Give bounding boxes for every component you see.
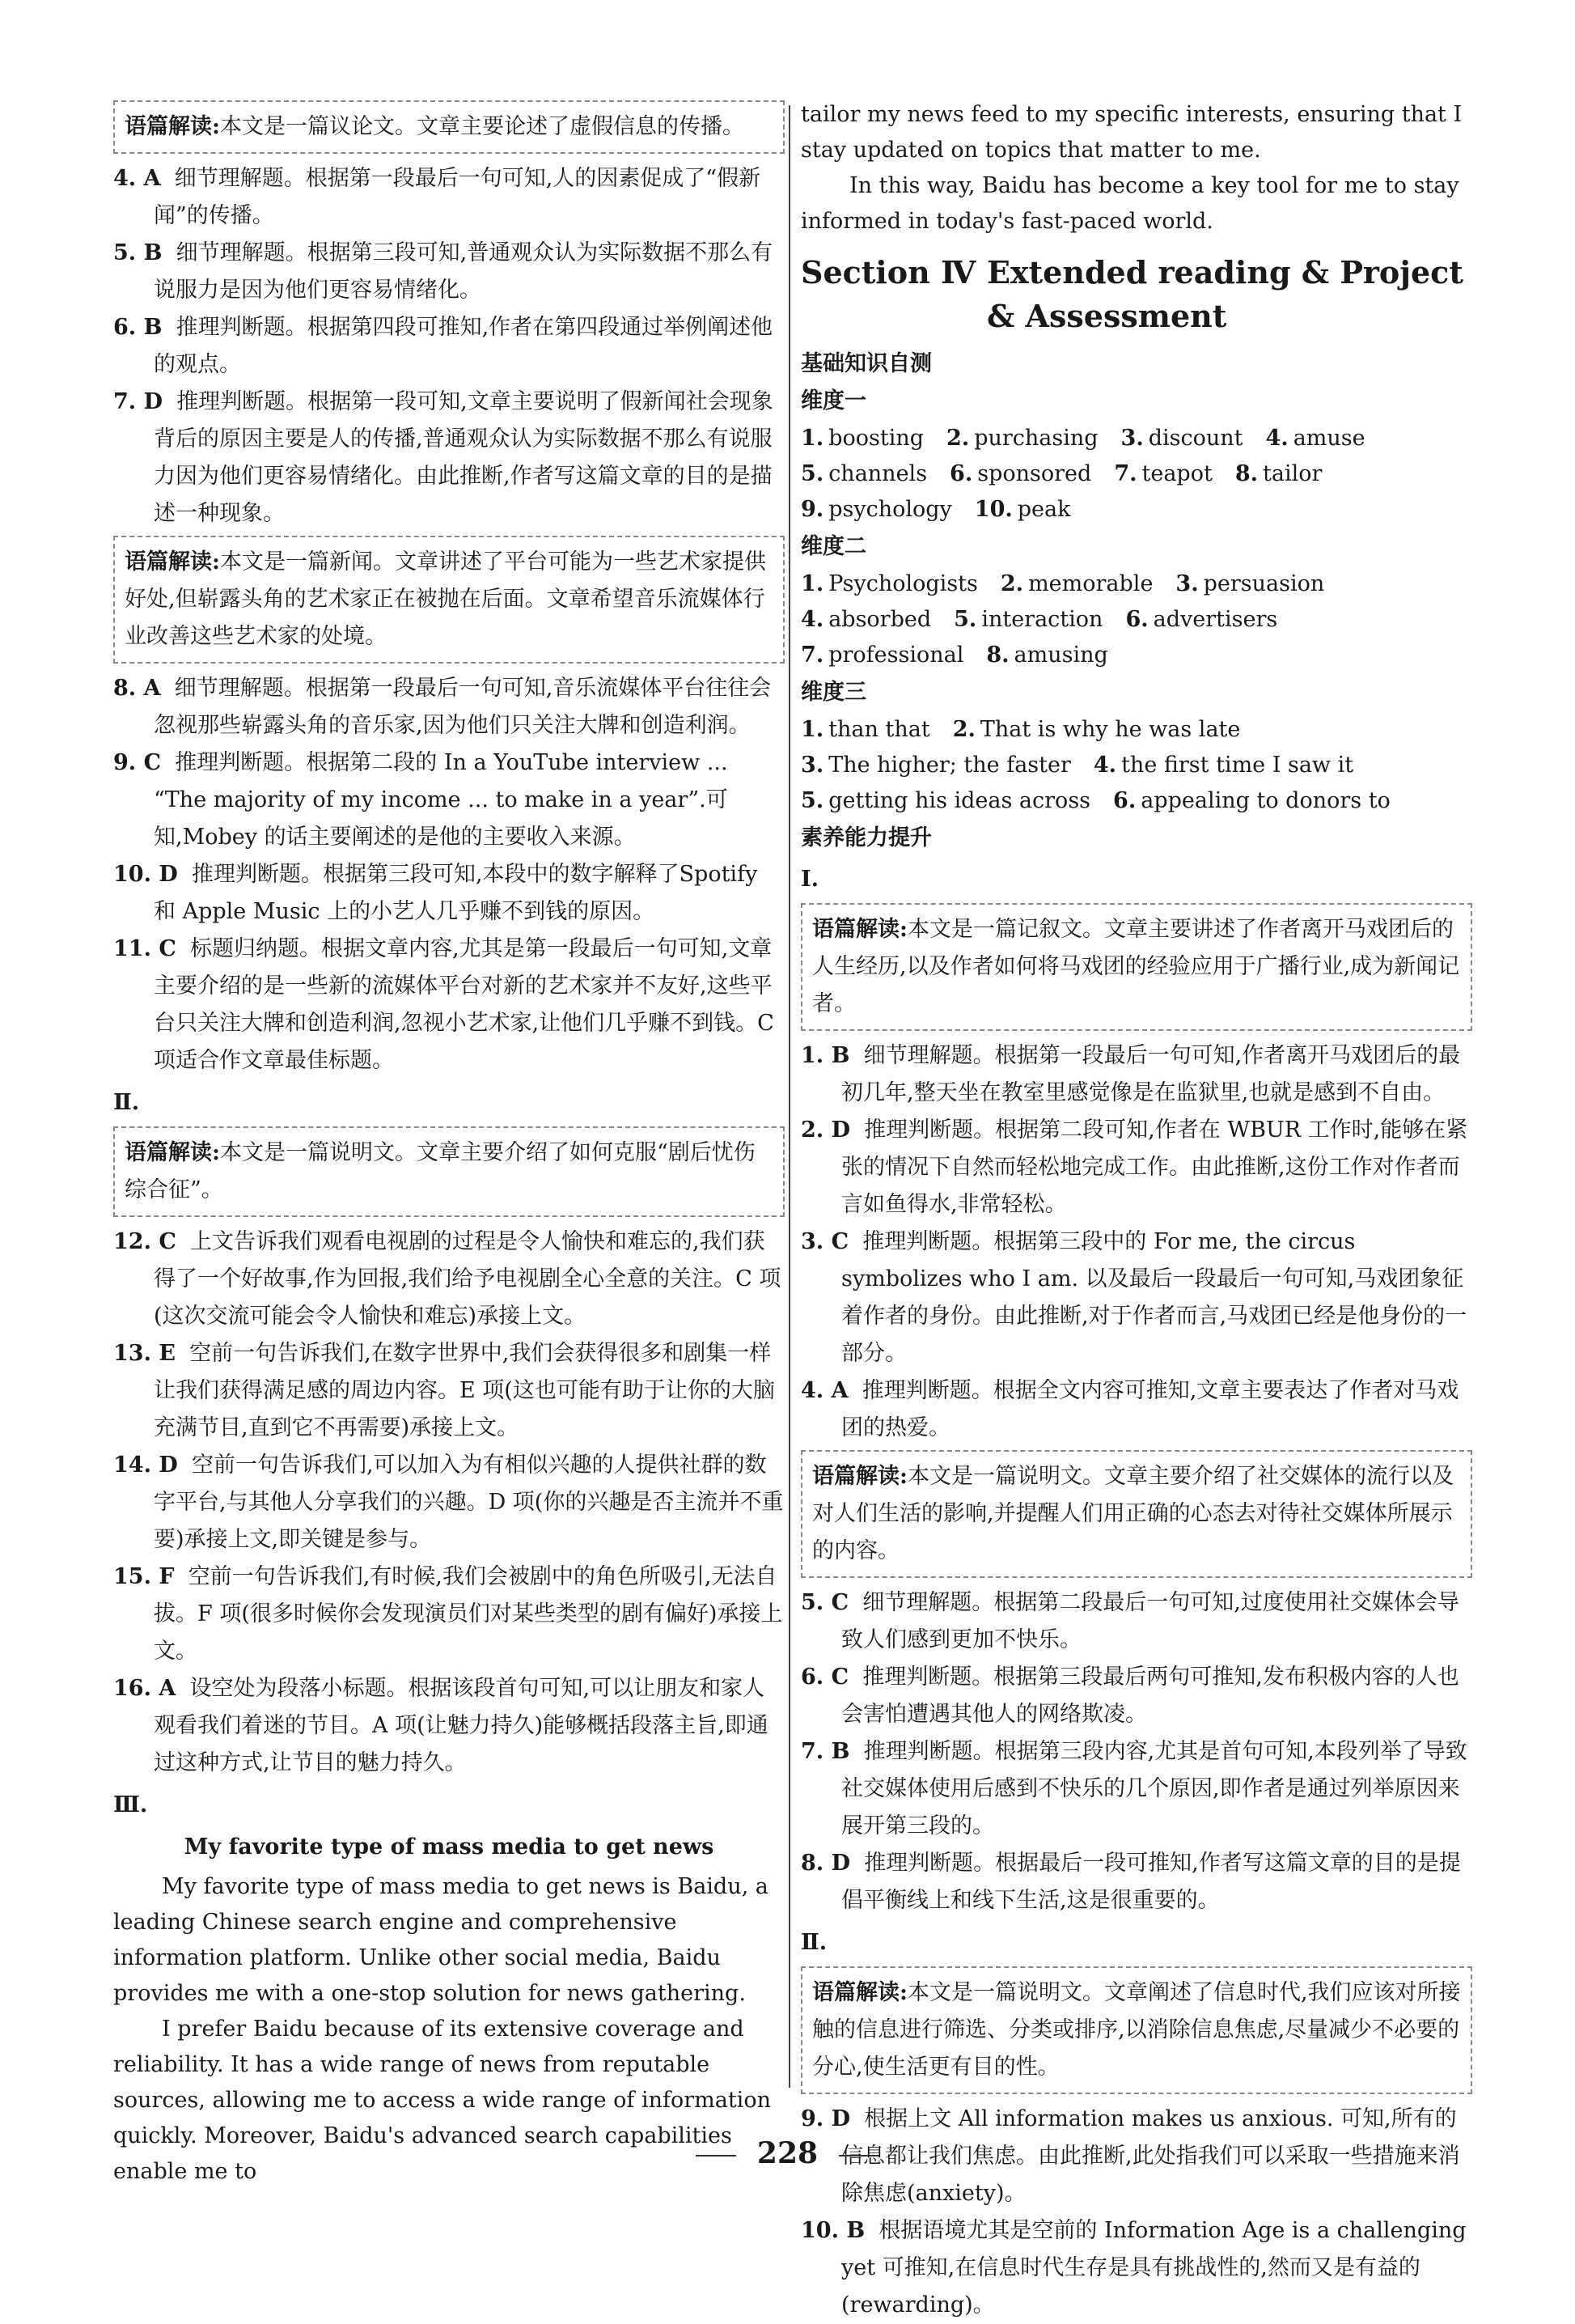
essay-paragraph: tailor my news feed to my specific interests, ensuring that I stay updated on topics that matter to me. [801,102,1463,163]
answer-item: 2. D 推理判断题。根据第二段可知,作者在 WBUR 工作时,能够在紧张的情况下自然而轻松地完成工作。由此推断,这份工作对作者而言如鱼得水,非常轻松。 [801,1117,1468,1217]
answer-item: 5. B 细节理解题。根据第三段可知,普通观众认为实际数据不那么有说服力是因为他们更容易情绪化。 [113,240,773,303]
answer-list-1 [113,160,785,532]
essay-paragraph: I prefer Baidu because of its extensive coverage and reliability. It has a wide range of news from reputable sources, allowing me to access a wide range of information quickly. Moreover, Baidu's advanced search capabilities enable me to [113,2017,771,2184]
footer-dash [839,2155,879,2156]
part-heading: Ⅱ. [801,1930,828,1955]
answer-item: 16. A 设空处为段落小标题。根据该段首句可知,可以让朋友和家人观看我们着迷的节目。A 项(让魅力持久)能够概括段落主旨,即通过这种方式,让节目的魅力持久。 [113,1676,768,1775]
passage-analysis-box: 语篇解读:本文是一篇新闻。文章讲述了平台可能为一些艺术家提供好处,但崭露头角的艺术家正在被抛在后面。文章希望音乐流媒体行业改善这些艺术家的处境。 [113,536,785,664]
passage-analysis-box: 语篇解读:本文是一篇说明文。文章阐述了信息时代,我们应该对所接触的信息进行筛选、分类或排序,以消除信息焦虑,尽量减少不必要的分心,使生活更有目的性。 [801,1966,1472,2094]
part-heading: Ⅲ. [113,1792,148,1817]
left-column [113,97,785,2190]
subsection-heading: 基础知识自测 [801,351,932,376]
essay-paragraph: My favorite type of mass media to get news is Baidu, a leading Chinese search engine and comprehensive information platform. Unlike other social media, Baidu provides me with a one-stop solution for news gathering. [113,1874,768,2006]
passage-analysis-box: 语篇解读:本文是一篇说明文。文章主要介绍了社交媒体的流行以及对人们生活的影响,并提醒人们用正确的心态去对待社交媒体所展示的内容。 [801,1450,1472,1578]
answer-item: 3. C 推理判断题。根据第三段中的 For me, the circus symbolizes who I am. 以及最后一段最后一句可知,马戏团象征着作者的身份。由此推断,对于作者而言,马戏团已经是他身份的一部分。 [801,1229,1467,1366]
box-label: 语篇解读: [125,114,220,139]
answer-item: 4. A 细节理解题。根据第一段最后一句可知,人的因素促成了“假新闻”的传播。 [113,166,761,228]
answer-row: 1. than that 2. That is why he was late 3. The higher; the faster 4. the first time I saw it 5. getting his ideas across 6. appealing to donors to [801,717,1391,813]
page-number: 228 [756,2136,819,2170]
page-footer [0,2136,1575,2170]
box-text: 本文是一篇议论文。文章主要论述了虚假信息的传播。 [219,114,744,139]
answer-item: 15. F 空前一句告诉我们,有时候,我们会被剧中的角色所吸引,无法自拔。F 项(很多时候你会发现演员们对某些类型的剧有偏好)承接上文。 [113,1564,783,1664]
part-heading: Ⅱ. [113,1090,140,1115]
answer-item: 9. C 推理判断题。根据第二段的 In a YouTube interview ... “The majority of my income ... to make in a year”.可知,Mobey 的话主要阐述的是他的主要收入来源。 [113,750,728,850]
answer-row: 1. Psychologists 2. memorable 3. persuasion 4. absorbed 5. interaction 6. advertisers 7. professional 8. amusing [801,571,1325,668]
answer-item: 6. B 推理判断题。根据第四段可推知,作者在第四段通过举例阐述他的观点。 [113,315,773,377]
answer-item: 7. D 推理判断题。根据第一段可知,文章主要说明了假新闻社会现象背后的原因主要是人的传播,普通观众认为实际数据不那么有说服力因为他们更容易情绪化。由此推断,作者写这篇文章的目的是描述一种现象。 [113,389,773,526]
answer-item: 13. E 空前一句告诉我们,在数字世界中,我们会获得很多和剧集一样让我们获得满足感的周边内容。E 项(这也可能有助于让你的大脑充满节目,直到它不再需要)承接上文。 [113,1341,775,1440]
right-column [801,97,1472,2324]
answer-item: 9. D 根据上文 All information makes us anxious. 可知,所有的信息都让我们焦虑。由此推断,此处指我们可以采取一些措施来消除焦虑(anxiety)。 [801,2106,1460,2206]
essay-title: My favorite type of mass media to get news [184,1834,714,1860]
answer-item: 7. B 推理判断题。根据第三段内容,尤其是首句可知,本段列举了导致社交媒体使用后感到不快乐的几个原因,即作者是通过列举原因来展开第三段的。 [801,1739,1467,1838]
answer-list-6 [801,2101,1472,2324]
section-number: Section Ⅳ [801,254,976,290]
answer-item: 6. C 推理判断题。根据第三段最后两句可推知,发布积极内容的人也会害怕遭遇其他人的网络欺凌。 [801,1665,1459,1727]
passage-analysis-box: 语篇解读:本文是一篇说明文。文章主要介绍了如何克服“剧后忧伤综合征”。 [113,1126,785,1217]
answer-list-5 [801,1584,1472,1919]
section-heading [801,251,1472,338]
dimension-heading: 维度二 [801,534,866,559]
section-title: Extended reading & Project & Assessment [987,254,1463,334]
answer-item: 10. D 推理判断题。根据第三段可知,本段中的数字解释了Spotify 和 Apple Music 上的小艺人几乎赚不到钱的原因。 [113,862,758,924]
answer-list-2 [113,670,785,1079]
answer-item: 12. C 上文告诉我们观看电视剧的过程是令人愉快和难忘的,我们获得了一个好故事,作为回报,我们给予电视剧全心全意的关注。C 项(这次交流可能会令人愉快和难忘)承接上文。 [113,1229,781,1329]
answer-list-4 [801,1037,1472,1447]
answer-item: 1. B 细节理解题。根据第一段最后一句可知,作者离开马戏团后的最初几年,整天坐在教室里感觉像是在监狱里,也就是感到不自由。 [801,1043,1461,1105]
answer-item: 8. A 细节理解题。根据第一段最后一句可知,音乐流媒体平台往往会忽视那些崭露头角的音乐家,因为他们只关注大牌和创造利润。 [113,676,772,738]
part-heading: Ⅰ. [801,867,819,892]
answer-item: 4. A 推理判断题。根据全文内容可推知,文章主要表达了作者对马戏团的热爱。 [801,1378,1459,1440]
answer-item: 10. B 根据语境尤其是空前的 Information Age is a challenging yet 可推知,在信息时代生存是具有挑战性的,然而又是有益的(rewarding)。 [801,2218,1467,2318]
answer-item: 11. C 标题归纳题。根据文章内容,尤其是第一段最后一句可知,文章主要介绍的是一些新的流媒体平台对新的艺术家并不友好,这些平台只关注大牌和创造利润,忽视小艺术家,让他们几乎赚不到钱。C 项适合作文章最佳标题。 [113,936,774,1073]
answer-list-3 [113,1223,785,1782]
passage-analysis-box [113,100,785,154]
column-divider [789,105,790,2088]
dimension-heading: 维度三 [801,680,866,705]
footer-dash [696,2155,736,2156]
answer-item: 8. D 推理判断题。根据最后一段可推知,作者写这篇文章的目的是提倡平衡线上和线下生活,这是很重要的。 [801,1851,1461,1913]
subsection-heading: 素养能力提升 [801,825,932,850]
answer-row: 1. boosting 2. purchasing 3. discount 4. amuse 5. channels 6. sponsored 7. teapot 8. tailor 9. psychology 10. peak [801,426,1365,522]
essay-paragraph: In this way, Baidu has become a key tool for me to stay informed in today's fast-paced world. [801,173,1459,234]
answer-item: 5. C 细节理解题。根据第二段最后一句可知,过度使用社交媒体会导致人们感到更加不快乐。 [801,1590,1459,1652]
dimension-heading: 维度一 [801,388,866,413]
passage-analysis-box: 语篇解读:本文是一篇记叙文。文章主要讲述了作者离开马戏团后的人生经历,以及作者如何将马戏团的经验应用于广播行业,成为新闻记者。 [801,903,1472,1031]
answer-item: 14. D 空前一句告诉我们,可以加入为有相似兴趣的人提供社群的数字平台,与其他人分享我们的兴趣。D 项(你的兴趣是否主流并不重要)承接上文,即关键是参与。 [113,1452,784,1552]
